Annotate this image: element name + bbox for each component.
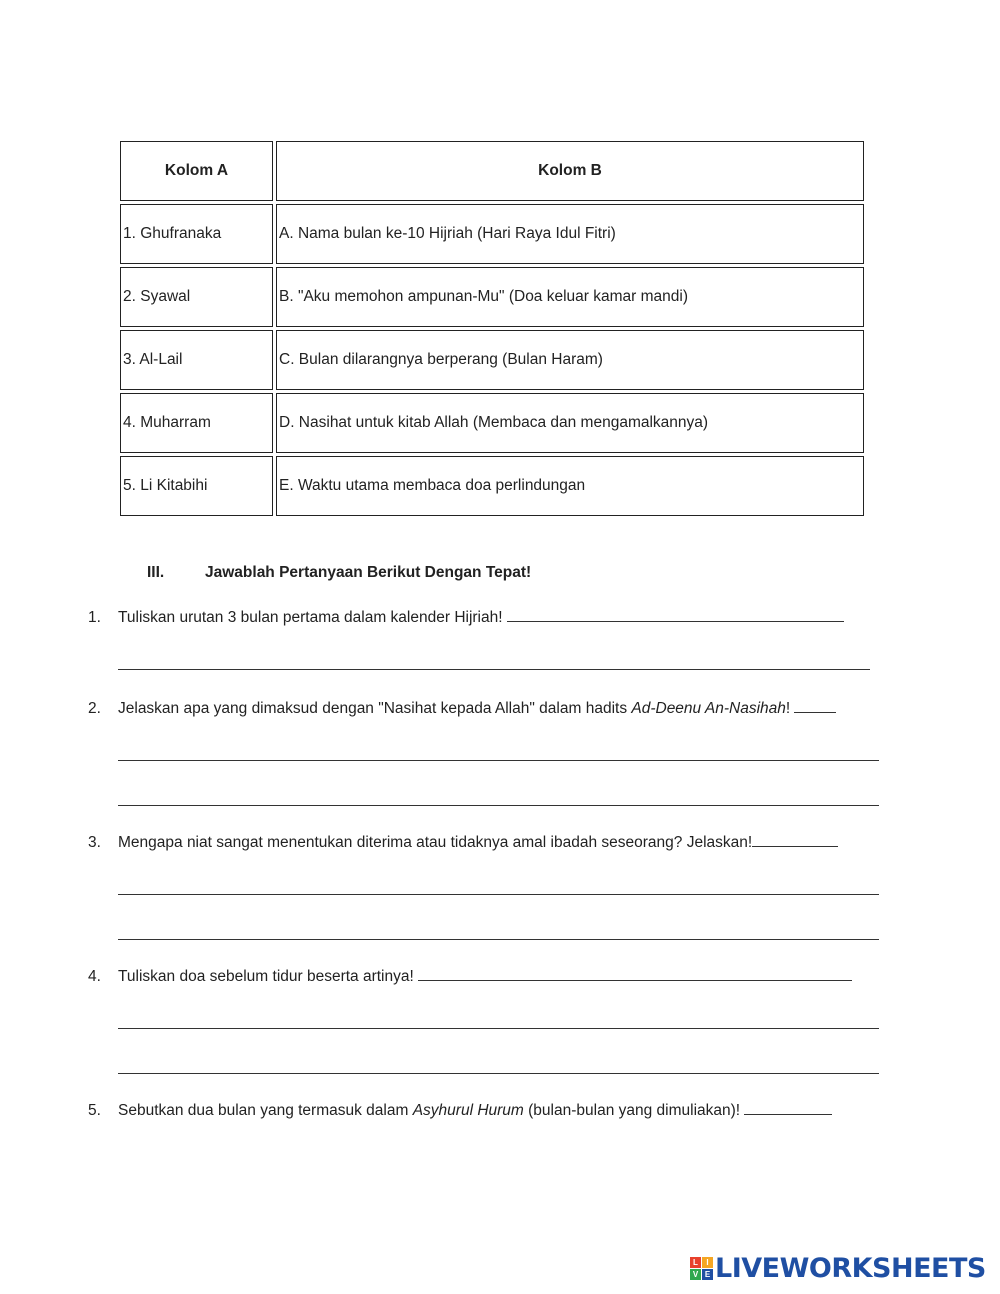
answer-blank[interactable] — [507, 607, 844, 622]
answer-blank[interactable] — [794, 698, 836, 713]
answer-line[interactable] — [118, 669, 870, 670]
answer-line[interactable] — [118, 805, 879, 806]
matching-table — [117, 138, 867, 519]
question-2 — [88, 698, 836, 718]
cell-a: 3. Al-Lail — [120, 330, 273, 390]
header-kolom-b: Kolom B — [276, 141, 864, 201]
logo-text: LIVEWORKSHEETS — [715, 1252, 986, 1284]
table-header-row — [120, 141, 864, 201]
question-italic-term: Ad-Deenu An-Nasihah — [631, 700, 786, 717]
question-text-end: ! — [785, 700, 791, 717]
cell-b: C. Bulan dilarangnya berperang (Bulan Haram) — [276, 330, 864, 390]
question-1 — [88, 607, 844, 627]
question-number: 3. — [88, 834, 101, 851]
question-text: Sebutkan dua bulan yang termasuk dalam — [118, 1102, 413, 1119]
cell-b: B. "Aku memohon ampunan-Mu" (Doa keluar kamar mandi) — [276, 267, 864, 327]
logo-mark-letter: L — [690, 1257, 701, 1268]
logo-mark-icon — [690, 1257, 713, 1280]
question-text-end: (bulan-bulan yang dimuliakan)! — [523, 1102, 741, 1119]
table-row — [120, 204, 864, 264]
question-4 — [88, 966, 852, 986]
logo-mark-letter: V — [690, 1269, 701, 1280]
cell-a: 4. Muharram — [120, 393, 273, 453]
header-kolom-a: Kolom A — [120, 141, 273, 201]
cell-a: 5. Li Kitabihi — [120, 456, 273, 516]
answer-blank[interactable] — [744, 1100, 832, 1115]
liveworksheets-logo — [690, 1253, 986, 1283]
answer-line[interactable] — [118, 939, 879, 940]
table-row — [120, 393, 864, 453]
answer-blank[interactable] — [418, 966, 852, 981]
question-text: Jelaskan apa yang dimaksud dengan "Nasihat kepada Allah" dalam hadits — [118, 700, 632, 717]
question-5 — [88, 1100, 832, 1120]
section-heading — [147, 564, 531, 582]
logo-mark-letter: I — [702, 1257, 713, 1268]
question-text: Mengapa niat sangat menentukan diterima atau tidaknya amal ibadah seseorang? Jelaskan! — [118, 834, 753, 851]
question-number: 2. — [88, 700, 101, 717]
cell-a: 2. Syawal — [120, 267, 273, 327]
cell-b: A. Nama bulan ke-10 Hijriah (Hari Raya Idul Fitri) — [276, 204, 864, 264]
cell-b: E. Waktu utama membaca doa perlindungan — [276, 456, 864, 516]
answer-blank[interactable] — [752, 832, 838, 847]
section-title: Jawablah Pertanyaan Berikut Dengan Tepat! — [205, 564, 532, 581]
table-row — [120, 456, 864, 516]
question-text: Tuliskan doa sebelum tidur beserta artinya! — [118, 968, 414, 985]
section-number: III. — [147, 564, 165, 581]
question-italic-term: Asyhurul Hurum — [412, 1102, 524, 1119]
answer-line[interactable] — [118, 760, 879, 761]
question-number: 1. — [88, 609, 101, 626]
question-text: Tuliskan urutan 3 bulan pertama dalam kalender Hijriah! — [118, 609, 503, 626]
table-row — [120, 267, 864, 327]
question-3 — [88, 832, 838, 852]
cell-b: D. Nasihat untuk kitab Allah (Membaca dan mengamalkannya) — [276, 393, 864, 453]
cell-a: 1. Ghufranaka — [120, 204, 273, 264]
answer-line[interactable] — [118, 1028, 879, 1029]
answer-line[interactable] — [118, 894, 879, 895]
table-row — [120, 330, 864, 390]
question-number: 5. — [88, 1102, 101, 1119]
question-number: 4. — [88, 968, 101, 985]
logo-mark-letter: E — [702, 1269, 713, 1280]
answer-line[interactable] — [118, 1073, 879, 1074]
